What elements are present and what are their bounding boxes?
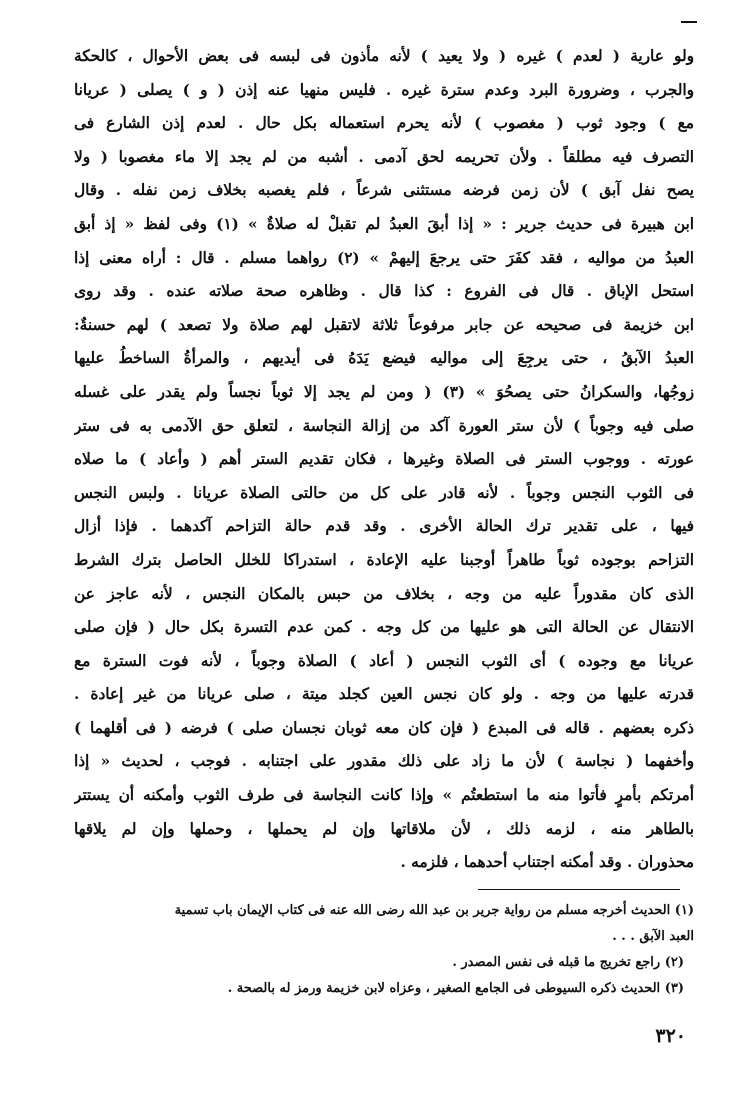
text-line: مع ) وجود ثوب ( مغصوب ) لأنه يحرم استعماله بكل حال . لعدم إذن الشارع فى <box>74 114 694 133</box>
text-line: التصرف فيه مطلقاً . ولأن تحريمه لحق آدمى . أشبه من لم يجد إلا ماء مغصوبا ( ولا <box>74 147 694 166</box>
text-line: والجرب ، وضرورة البرد وعدم سترة غيره . فليس منهيا عنه إذن ( و ) يصلى ( عريانا <box>74 80 694 99</box>
text-line: وأخفهما ( نجاسة ) لأن ما زاد على ذلك مقدور على اجتنابه . فوجب ، لحديث « إذا <box>74 752 694 771</box>
text-line: ذكره بعضهم . قاله فى المبدع ( فإن كان معه ثوبان نجسان صلى ) فرضه ( فى أقلهما ) <box>74 718 694 737</box>
text-line: استحل الإباق . قال فى الفروع : كذا قال . وظاهره صحة صلاته عنده . وقد روى <box>74 282 694 301</box>
text-line: ولو عارية ( لعدم ) غيره ( ولا يعيد ) لأنه مأذون فى لبسه فى بعض الأحوال ، كالحكة <box>74 47 694 65</box>
body-text <box>74 40 694 880</box>
text-line: زوجُها، والسكرانُ حتى يصحُوَ » (٣) ( ومن لم يجد إلا ثوباً نجساً ولم يقدر على غسله <box>74 382 694 401</box>
text-line: بالطاهر منه ، لزمه ذلك ، لأن ملاقاتها وإن لم يحملها ، وحملها وإن لم يلاقها <box>74 819 694 838</box>
text-line: صلى فيه وجوباً ) لأن ستر العورة آكد من إزالة النجاسة ، لتعلق حق الآدمى به فى ستر <box>74 416 694 435</box>
text-line: فيها ، على تقدير ترك الحالة الأخرى . وقد قدم حالة التزاحم آكدهما . فإذا أزال <box>74 517 694 536</box>
text-line: عورته . ووجوب الستر فى الصلاة وغيرها ، فكان تقديم الستر أهم ( وأعاد ) ما صلاه <box>74 450 694 469</box>
footnote: (٣) الحديث ذكره السيوطى فى الجامع الصغير ، وعزاه لابن خزيمة ورمز له بالصحة . <box>227 981 684 996</box>
text-line: قدرته عليها من وجه . ولو كان نجس العين كجلد ميتة ، صلى عريانا من غير إعادة . <box>74 685 694 704</box>
text-line: التزاحم بوجوده ثوباً طاهراً أوجبنا عليه الإعادة ، استدراكا للخلل الحاصل بترك الشرط <box>74 550 694 569</box>
footnote: (٢) راجع تخريج ما قبله فى نفس المصدر . <box>452 955 684 970</box>
text-line: عريانا مع وجوده ) أى الثوب النجس ( أعاد ) الصلاة وجوباً ، لأنه فوت السترة مع <box>74 651 694 670</box>
text-line: الذى كان مقدوراً عليه من وجه ، بخلاف من حبس بالمكان النجس ، لأنه عاجز عن <box>74 584 694 603</box>
footnote-continuation: العبد الآبق . . . <box>612 929 694 944</box>
text-line: فى الثوب النجس وجوباً . لأنه قادر على كل من حالتى الصلاة عريانا . ولبس النجس <box>74 483 694 502</box>
text-line: العبدُ من مواليه ، فقد كفَرَ حتى يرجعَ إليهمْ » (٢) رواهما مسلم . قال : أراه معنى إذا <box>74 248 694 267</box>
text-line: ابن هبيرة فى حديث جرير : « إذا أبقَ العبدُ لم تقبلْ له صلاةٌ » (١) وفى لفظ « إذ أبق <box>74 214 694 233</box>
text-line: يصح نفل آبق ) لأن زمن فرضه مستثنى شرعاً ، فلم يغصبه بخلاف زمن نفله . وقال <box>74 181 694 200</box>
page-number: ٣٢٠ <box>655 1025 686 1047</box>
text-line: محذوران . وقد أمكنه اجتناب أحدهما ، فلزمه . <box>400 853 694 872</box>
text-line: ابن خزيمة فى صحيحه عن جابر مرفوعاً ثلاثة لاتقبل لهم صلاة ولا تصعد ) لهم حسنةٌ: <box>74 315 694 334</box>
corner-mark <box>681 21 697 23</box>
text-line: الانتقال عن الحالة التى هو عليها من كل وجه . كمن عدم التسرة بكل حال ( فإن صلى <box>74 618 694 637</box>
footnote: (١) الحديث أخرجه مسلم من رواية جرير بن عبد الله رضى الله عنه فى كتاب الإيمان باب تسمية <box>174 903 694 918</box>
footnote-divider <box>478 889 680 890</box>
text-line: أمرتكم بأمرٍ فأتوا منه ما استطعتُم » وإذا كانت النجاسة فى طرف الثوب وأمكنه أن يستتر <box>74 786 694 805</box>
text-line: العبدُ الآبقُ ، حتى يرجِعَ إلى مواليه فيضع يَدَهُ فى أيديهم ، والمرأةُ الساخطُ عليها <box>74 349 694 368</box>
footnotes <box>74 898 694 1002</box>
